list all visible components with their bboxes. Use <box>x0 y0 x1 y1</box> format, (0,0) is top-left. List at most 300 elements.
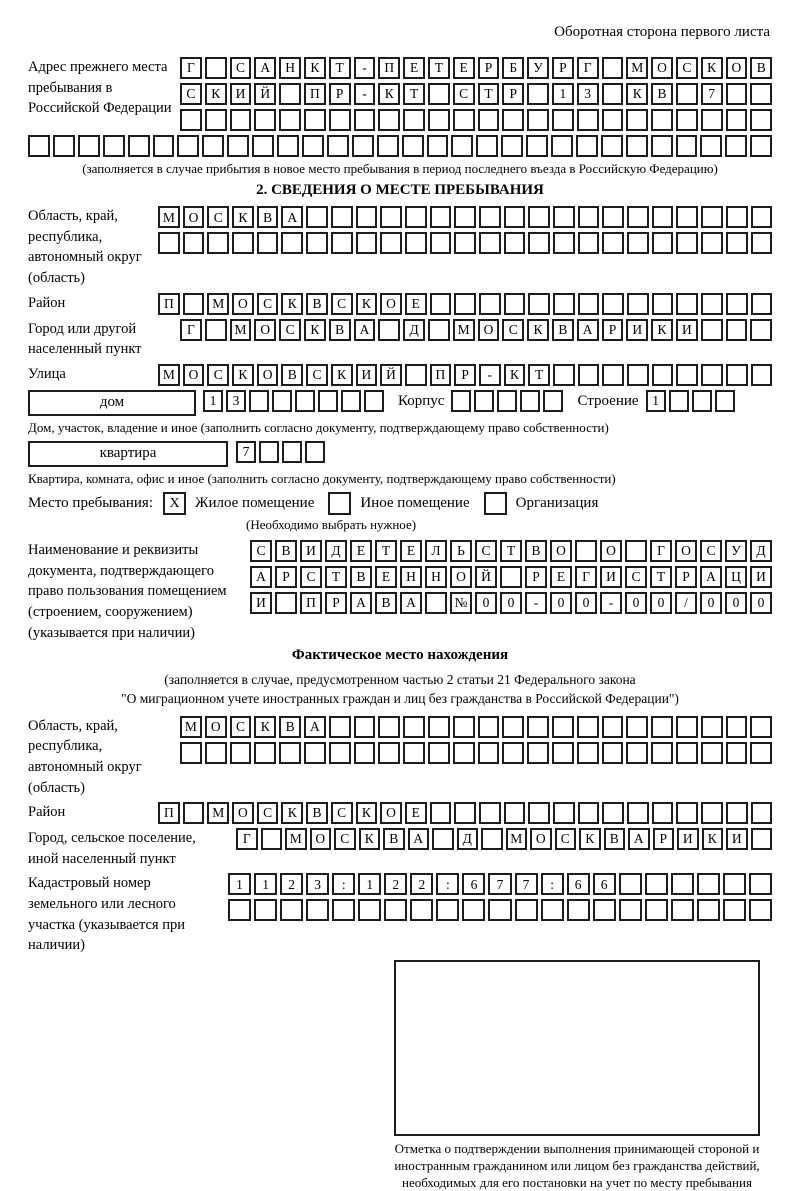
char-cell[interactable] <box>676 364 698 386</box>
char-cell[interactable] <box>364 390 384 412</box>
char-cell[interactable]: Н <box>279 57 301 79</box>
char-cell[interactable]: 1 <box>254 873 277 895</box>
char-cell[interactable] <box>751 293 773 315</box>
char-cell[interactable] <box>378 716 400 738</box>
char-cell[interactable] <box>541 899 564 921</box>
char-cell[interactable] <box>232 232 254 254</box>
char-cell[interactable] <box>627 206 649 228</box>
char-cell[interactable] <box>593 899 616 921</box>
char-cell[interactable] <box>602 716 624 738</box>
char-cell[interactable] <box>227 135 249 157</box>
char-cell[interactable]: У <box>725 540 747 562</box>
char-cell[interactable] <box>750 83 772 105</box>
char-cell[interactable] <box>723 899 746 921</box>
char-cell[interactable]: М <box>158 364 180 386</box>
char-cell[interactable]: : <box>436 873 459 895</box>
char-cell[interactable] <box>552 716 574 738</box>
char-cell[interactable]: Й <box>254 83 276 105</box>
checkbox-organizatsiya[interactable] <box>484 492 507 515</box>
char-cell[interactable]: С <box>555 828 577 850</box>
char-cell[interactable] <box>306 232 328 254</box>
char-cell[interactable] <box>254 742 276 764</box>
char-cell[interactable] <box>504 206 526 228</box>
char-cell[interactable]: О <box>380 802 402 824</box>
char-cell[interactable] <box>543 390 563 412</box>
char-cell[interactable]: 7 <box>515 873 538 895</box>
char-cell[interactable] <box>306 206 328 228</box>
char-cell[interactable] <box>575 540 597 562</box>
char-cell[interactable] <box>432 828 454 850</box>
char-cell[interactable]: В <box>750 57 772 79</box>
char-cell[interactable] <box>602 83 624 105</box>
char-cell[interactable] <box>380 206 402 228</box>
char-cell[interactable]: С <box>331 802 353 824</box>
char-cell[interactable] <box>405 364 427 386</box>
char-cell[interactable] <box>697 873 720 895</box>
char-cell[interactable]: В <box>281 364 303 386</box>
char-cell[interactable] <box>750 135 772 157</box>
char-cell[interactable]: С <box>453 83 475 105</box>
char-cell[interactable] <box>671 873 694 895</box>
char-cell[interactable] <box>701 802 723 824</box>
char-cell[interactable]: О <box>257 364 279 386</box>
char-cell[interactable] <box>552 742 574 764</box>
char-cell[interactable]: Р <box>329 83 351 105</box>
char-cell[interactable]: В <box>257 206 279 228</box>
char-cell[interactable] <box>354 716 376 738</box>
char-cell[interactable] <box>28 135 50 157</box>
char-cell[interactable] <box>676 293 698 315</box>
char-cell[interactable] <box>279 83 301 105</box>
char-cell[interactable]: О <box>478 319 500 341</box>
char-cell[interactable] <box>627 802 649 824</box>
char-cell[interactable] <box>501 135 523 157</box>
char-cell[interactable]: К <box>331 364 353 386</box>
char-cell[interactable] <box>671 899 694 921</box>
char-cell[interactable]: Р <box>454 364 476 386</box>
char-cell[interactable] <box>645 899 668 921</box>
char-cell[interactable] <box>700 135 722 157</box>
char-cell[interactable]: Р <box>275 566 297 588</box>
char-cell[interactable]: О <box>450 566 472 588</box>
char-cell[interactable] <box>576 135 598 157</box>
char-cell[interactable] <box>479 802 501 824</box>
char-cell[interactable]: 6 <box>593 873 616 895</box>
char-cell[interactable] <box>205 319 227 341</box>
char-cell[interactable]: Т <box>500 540 522 562</box>
char-cell[interactable] <box>676 742 698 764</box>
char-cell[interactable]: / <box>675 592 697 614</box>
char-cell[interactable]: П <box>300 592 322 614</box>
char-cell[interactable]: П <box>378 57 400 79</box>
char-cell[interactable] <box>552 109 574 131</box>
char-cell[interactable]: И <box>600 566 622 588</box>
char-cell[interactable] <box>725 135 747 157</box>
char-cell[interactable]: К <box>281 293 303 315</box>
char-cell[interactable]: Т <box>528 364 550 386</box>
char-cell[interactable]: П <box>158 802 180 824</box>
char-cell[interactable] <box>669 390 689 412</box>
char-cell[interactable] <box>676 802 698 824</box>
char-cell[interactable] <box>749 899 772 921</box>
char-cell[interactable]: 1 <box>203 390 223 412</box>
char-cell[interactable] <box>692 390 712 412</box>
char-cell[interactable]: А <box>577 319 599 341</box>
char-cell[interactable] <box>230 109 252 131</box>
char-cell[interactable] <box>331 232 353 254</box>
char-cell[interactable] <box>602 742 624 764</box>
char-cell[interactable] <box>405 232 427 254</box>
char-cell[interactable] <box>479 293 501 315</box>
char-cell[interactable]: Р <box>675 566 697 588</box>
char-cell[interactable]: А <box>628 828 650 850</box>
char-cell[interactable] <box>553 206 575 228</box>
char-cell[interactable] <box>715 390 735 412</box>
char-cell[interactable] <box>528 802 550 824</box>
char-cell[interactable] <box>453 109 475 131</box>
char-cell[interactable]: Т <box>428 57 450 79</box>
char-cell[interactable] <box>528 206 550 228</box>
char-cell[interactable]: С <box>475 540 497 562</box>
char-cell[interactable]: Л <box>425 540 447 562</box>
char-cell[interactable] <box>651 716 673 738</box>
char-cell[interactable] <box>602 802 624 824</box>
char-cell[interactable] <box>527 83 549 105</box>
char-cell[interactable] <box>205 57 227 79</box>
char-cell[interactable]: С <box>700 540 722 562</box>
char-cell[interactable] <box>183 293 205 315</box>
char-cell[interactable]: К <box>232 364 254 386</box>
char-cell[interactable] <box>602 206 624 228</box>
char-cell[interactable] <box>318 390 338 412</box>
char-cell[interactable]: А <box>350 592 372 614</box>
char-cell[interactable]: А <box>408 828 430 850</box>
char-cell[interactable] <box>502 109 524 131</box>
char-cell[interactable]: 0 <box>650 592 672 614</box>
char-cell[interactable]: К <box>205 83 227 105</box>
char-cell[interactable]: И <box>676 319 698 341</box>
char-cell[interactable]: М <box>453 319 475 341</box>
char-cell[interactable] <box>528 232 550 254</box>
char-cell[interactable] <box>701 716 723 738</box>
char-cell[interactable] <box>329 742 351 764</box>
char-cell[interactable]: П <box>430 364 452 386</box>
char-cell[interactable] <box>504 802 526 824</box>
char-cell[interactable] <box>750 109 772 131</box>
char-cell[interactable]: К <box>356 802 378 824</box>
char-cell[interactable] <box>651 109 673 131</box>
char-cell[interactable]: М <box>180 716 202 738</box>
char-cell[interactable]: 3 <box>306 873 329 895</box>
char-cell[interactable] <box>751 802 773 824</box>
char-cell[interactable] <box>430 293 452 315</box>
char-cell[interactable] <box>377 135 399 157</box>
char-cell[interactable] <box>652 232 674 254</box>
checkbox-inoe-pomeshchenie[interactable] <box>328 492 351 515</box>
char-cell[interactable] <box>205 742 227 764</box>
char-cell[interactable]: 1 <box>228 873 251 895</box>
char-cell[interactable]: В <box>604 828 626 850</box>
char-cell[interactable]: Е <box>400 540 422 562</box>
char-cell[interactable]: К <box>378 83 400 105</box>
char-cell[interactable]: К <box>304 57 326 79</box>
char-cell[interactable] <box>180 742 202 764</box>
char-cell[interactable]: Н <box>425 566 447 588</box>
char-cell[interactable]: Д <box>750 540 772 562</box>
char-cell[interactable]: - <box>354 83 376 105</box>
char-cell[interactable]: А <box>304 716 326 738</box>
char-cell[interactable] <box>454 802 476 824</box>
char-cell[interactable] <box>259 441 279 463</box>
char-cell[interactable]: Г <box>236 828 258 850</box>
char-cell[interactable]: О <box>205 716 227 738</box>
char-cell[interactable]: С <box>625 566 647 588</box>
char-cell[interactable]: К <box>359 828 381 850</box>
char-cell[interactable] <box>304 109 326 131</box>
char-cell[interactable] <box>502 716 524 738</box>
char-cell[interactable] <box>645 873 668 895</box>
char-cell[interactable]: В <box>525 540 547 562</box>
char-cell[interactable]: К <box>701 57 723 79</box>
char-cell[interactable]: О <box>310 828 332 850</box>
char-cell[interactable] <box>619 899 642 921</box>
char-cell[interactable] <box>451 135 473 157</box>
char-cell[interactable] <box>436 899 459 921</box>
char-cell[interactable]: К <box>232 206 254 228</box>
char-cell[interactable] <box>356 206 378 228</box>
char-cell[interactable] <box>627 293 649 315</box>
char-cell[interactable]: С <box>230 57 252 79</box>
char-cell[interactable] <box>378 109 400 131</box>
char-cell[interactable] <box>520 390 540 412</box>
char-cell[interactable]: 3 <box>226 390 246 412</box>
char-cell[interactable]: Г <box>650 540 672 562</box>
char-cell[interactable]: 1 <box>552 83 574 105</box>
char-cell[interactable]: Е <box>405 802 427 824</box>
char-cell[interactable] <box>626 742 648 764</box>
char-cell[interactable]: Г <box>575 566 597 588</box>
char-cell[interactable] <box>526 135 548 157</box>
char-cell[interactable]: - <box>479 364 501 386</box>
char-cell[interactable]: О <box>232 802 254 824</box>
char-cell[interactable]: С <box>230 716 252 738</box>
char-cell[interactable]: Д <box>403 319 425 341</box>
char-cell[interactable] <box>53 135 75 157</box>
char-cell[interactable]: Т <box>478 83 500 105</box>
char-cell[interactable]: О <box>651 57 673 79</box>
kvartira-box[interactable]: квартира <box>28 441 228 467</box>
char-cell[interactable] <box>726 364 748 386</box>
char-cell[interactable] <box>701 742 723 764</box>
char-cell[interactable]: С <box>676 57 698 79</box>
char-cell[interactable]: 7 <box>701 83 723 105</box>
char-cell[interactable] <box>652 802 674 824</box>
char-cell[interactable]: В <box>306 802 328 824</box>
char-cell[interactable]: : <box>332 873 355 895</box>
char-cell[interactable] <box>78 135 100 157</box>
char-cell[interactable] <box>454 206 476 228</box>
char-cell[interactable]: И <box>250 592 272 614</box>
char-cell[interactable]: В <box>651 83 673 105</box>
char-cell[interactable]: 0 <box>500 592 522 614</box>
char-cell[interactable] <box>479 206 501 228</box>
char-cell[interactable] <box>726 319 748 341</box>
char-cell[interactable]: С <box>300 566 322 588</box>
char-cell[interactable]: И <box>750 566 772 588</box>
char-cell[interactable]: В <box>383 828 405 850</box>
char-cell[interactable] <box>378 742 400 764</box>
char-cell[interactable]: М <box>207 293 229 315</box>
char-cell[interactable]: О <box>380 293 402 315</box>
char-cell[interactable]: И <box>626 319 648 341</box>
char-cell[interactable]: С <box>257 293 279 315</box>
char-cell[interactable]: С <box>334 828 356 850</box>
char-cell[interactable]: К <box>626 83 648 105</box>
char-cell[interactable]: С <box>207 364 229 386</box>
char-cell[interactable] <box>451 390 471 412</box>
char-cell[interactable] <box>257 232 279 254</box>
char-cell[interactable]: Р <box>478 57 500 79</box>
char-cell[interactable] <box>627 232 649 254</box>
char-cell[interactable] <box>332 899 355 921</box>
char-cell[interactable] <box>281 232 303 254</box>
char-cell[interactable] <box>726 83 748 105</box>
char-cell[interactable] <box>430 206 452 228</box>
char-cell[interactable]: К <box>702 828 724 850</box>
char-cell[interactable] <box>726 206 748 228</box>
char-cell[interactable] <box>750 742 772 764</box>
char-cell[interactable] <box>183 802 205 824</box>
char-cell[interactable] <box>553 364 575 386</box>
char-cell[interactable]: О <box>183 206 205 228</box>
char-cell[interactable]: Г <box>180 319 202 341</box>
char-cell[interactable] <box>750 716 772 738</box>
char-cell[interactable]: Е <box>405 293 427 315</box>
char-cell[interactable] <box>352 135 374 157</box>
char-cell[interactable]: - <box>525 592 547 614</box>
char-cell[interactable]: О <box>550 540 572 562</box>
char-cell[interactable] <box>652 364 674 386</box>
char-cell[interactable] <box>627 364 649 386</box>
char-cell[interactable] <box>428 716 450 738</box>
char-cell[interactable] <box>602 109 624 131</box>
char-cell[interactable]: О <box>530 828 552 850</box>
char-cell[interactable] <box>305 441 325 463</box>
char-cell[interactable] <box>478 716 500 738</box>
char-cell[interactable] <box>378 319 400 341</box>
char-cell[interactable]: К <box>651 319 673 341</box>
char-cell[interactable]: С <box>279 319 301 341</box>
char-cell[interactable]: Р <box>525 566 547 588</box>
char-cell[interactable] <box>602 57 624 79</box>
char-cell[interactable] <box>726 232 748 254</box>
char-cell[interactable] <box>701 206 723 228</box>
char-cell[interactable]: Ц <box>725 566 747 588</box>
char-cell[interactable]: К <box>579 828 601 850</box>
char-cell[interactable] <box>453 742 475 764</box>
char-cell[interactable] <box>430 232 452 254</box>
char-cell[interactable] <box>602 364 624 386</box>
char-cell[interactable] <box>527 716 549 738</box>
char-cell[interactable]: А <box>700 566 722 588</box>
char-cell[interactable]: Т <box>650 566 672 588</box>
char-cell[interactable] <box>180 109 202 131</box>
char-cell[interactable] <box>626 716 648 738</box>
char-cell[interactable]: В <box>375 592 397 614</box>
char-cell[interactable] <box>577 109 599 131</box>
char-cell[interactable]: В <box>329 319 351 341</box>
char-cell[interactable] <box>652 206 674 228</box>
char-cell[interactable] <box>454 293 476 315</box>
char-cell[interactable] <box>567 899 590 921</box>
char-cell[interactable]: Т <box>375 540 397 562</box>
char-cell[interactable] <box>502 742 524 764</box>
char-cell[interactable]: 2 <box>410 873 433 895</box>
char-cell[interactable] <box>701 319 723 341</box>
char-cell[interactable]: Д <box>325 540 347 562</box>
char-cell[interactable]: 1 <box>646 390 666 412</box>
char-cell[interactable] <box>551 135 573 157</box>
char-cell[interactable]: М <box>158 206 180 228</box>
char-cell[interactable]: 0 <box>575 592 597 614</box>
char-cell[interactable] <box>358 899 381 921</box>
char-cell[interactable]: И <box>230 83 252 105</box>
char-cell[interactable] <box>202 135 224 157</box>
char-cell[interactable]: К <box>281 802 303 824</box>
char-cell[interactable]: № <box>450 592 472 614</box>
char-cell[interactable] <box>205 109 227 131</box>
char-cell[interactable]: О <box>232 293 254 315</box>
char-cell[interactable] <box>578 802 600 824</box>
char-cell[interactable] <box>354 109 376 131</box>
char-cell[interactable]: А <box>354 319 376 341</box>
char-cell[interactable]: В <box>552 319 574 341</box>
char-cell[interactable] <box>527 742 549 764</box>
char-cell[interactable]: 0 <box>725 592 747 614</box>
char-cell[interactable] <box>578 206 600 228</box>
char-cell[interactable]: С <box>257 802 279 824</box>
char-cell[interactable]: Т <box>325 566 347 588</box>
char-cell[interactable]: 1 <box>358 873 381 895</box>
char-cell[interactable] <box>272 390 292 412</box>
char-cell[interactable]: О <box>600 540 622 562</box>
char-cell[interactable] <box>403 109 425 131</box>
char-cell[interactable] <box>384 899 407 921</box>
char-cell[interactable]: П <box>158 293 180 315</box>
char-cell[interactable] <box>500 566 522 588</box>
char-cell[interactable] <box>479 232 501 254</box>
char-cell[interactable] <box>504 232 526 254</box>
char-cell[interactable] <box>697 899 720 921</box>
char-cell[interactable] <box>626 109 648 131</box>
char-cell[interactable] <box>528 293 550 315</box>
char-cell[interactable]: Й <box>475 566 497 588</box>
char-cell[interactable] <box>331 206 353 228</box>
char-cell[interactable]: Б <box>502 57 524 79</box>
char-cell[interactable]: А <box>281 206 303 228</box>
char-cell[interactable] <box>341 390 361 412</box>
char-cell[interactable] <box>619 873 642 895</box>
char-cell[interactable] <box>726 293 748 315</box>
char-cell[interactable]: М <box>230 319 252 341</box>
char-cell[interactable] <box>279 742 301 764</box>
char-cell[interactable] <box>158 232 180 254</box>
char-cell[interactable]: - <box>354 57 376 79</box>
char-cell[interactable]: 0 <box>750 592 772 614</box>
char-cell[interactable] <box>277 135 299 157</box>
char-cell[interactable] <box>304 742 326 764</box>
char-cell[interactable]: Е <box>453 57 475 79</box>
